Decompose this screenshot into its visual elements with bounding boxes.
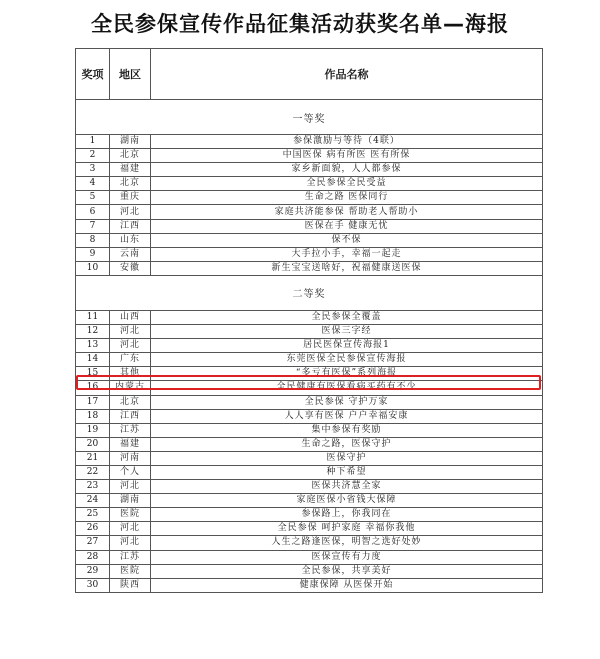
row-number: 15 bbox=[76, 367, 110, 381]
table-row bbox=[76, 536, 543, 550]
row-work-name: 家庭共济能参保 帮助老人帮助小 bbox=[151, 205, 543, 219]
row-number: 8 bbox=[76, 233, 110, 247]
row-region: 河北 bbox=[110, 205, 151, 219]
table-row bbox=[76, 339, 543, 353]
row-region: 北京 bbox=[110, 149, 151, 163]
row-work-name: 居民医保宣传海报1 bbox=[151, 339, 543, 353]
table-row bbox=[76, 508, 543, 522]
table-row bbox=[76, 480, 543, 494]
row-number: 22 bbox=[76, 465, 110, 479]
table-row bbox=[76, 395, 543, 409]
row-number: 13 bbox=[76, 339, 110, 353]
row-number: 16 bbox=[76, 381, 110, 395]
row-number: 18 bbox=[76, 409, 110, 423]
row-number: 19 bbox=[76, 423, 110, 437]
row-work-name: 医保三字经 bbox=[151, 325, 543, 339]
table-row bbox=[76, 381, 543, 395]
row-work-name: 人生之路逢医保，明智之选好处妙 bbox=[151, 536, 543, 550]
row-work-name: 医保宣传有力度 bbox=[151, 550, 543, 564]
table-row bbox=[76, 233, 543, 247]
table-row bbox=[76, 578, 543, 592]
row-number: 3 bbox=[76, 163, 110, 177]
row-number: 17 bbox=[76, 395, 110, 409]
row-region: 河北 bbox=[110, 325, 151, 339]
table-row bbox=[76, 149, 543, 163]
awards-table bbox=[75, 48, 543, 593]
row-number: 28 bbox=[76, 550, 110, 564]
row-work-name: 家庭医保小省钱大保障 bbox=[151, 494, 543, 508]
row-work-name: 生命之路，医保守护 bbox=[151, 437, 543, 451]
table-row bbox=[76, 205, 543, 219]
row-number: 11 bbox=[76, 310, 110, 324]
row-work-name: 全民参保全覆盖 bbox=[151, 310, 543, 324]
row-number: 14 bbox=[76, 353, 110, 367]
table-row bbox=[76, 163, 543, 177]
row-work-name: 参保路上，你我同在 bbox=[151, 508, 543, 522]
row-work-name: 保不保 bbox=[151, 233, 543, 247]
row-number: 27 bbox=[76, 536, 110, 550]
row-number: 10 bbox=[76, 261, 110, 275]
header-award: 奖项 bbox=[76, 49, 110, 100]
table-row bbox=[76, 494, 543, 508]
row-region: 湖南 bbox=[110, 494, 151, 508]
table-row bbox=[76, 135, 543, 149]
section-label: 一等奖 bbox=[76, 100, 543, 135]
table-row bbox=[76, 437, 543, 451]
row-region: 陕西 bbox=[110, 578, 151, 592]
row-region: 医院 bbox=[110, 564, 151, 578]
row-region: 河南 bbox=[110, 451, 151, 465]
row-work-name: 全民参保 守护万家 bbox=[151, 395, 543, 409]
row-number: 12 bbox=[76, 325, 110, 339]
row-work-name: 医保在手 健康无忧 bbox=[151, 219, 543, 233]
row-work-name: 全民参保 呵护家庭 幸福你我他 bbox=[151, 522, 543, 536]
row-region: 安徽 bbox=[110, 261, 151, 275]
table-row bbox=[76, 423, 543, 437]
row-region: 重庆 bbox=[110, 191, 151, 205]
row-work-name: 全民参保全民受益 bbox=[151, 177, 543, 191]
table-row bbox=[76, 522, 543, 536]
table-row bbox=[76, 191, 543, 205]
header-region: 地区 bbox=[110, 49, 151, 100]
table-row bbox=[76, 219, 543, 233]
row-number: 20 bbox=[76, 437, 110, 451]
row-number: 6 bbox=[76, 205, 110, 219]
row-number: 1 bbox=[76, 135, 110, 149]
row-region: 山西 bbox=[110, 310, 151, 324]
section-header bbox=[76, 275, 543, 310]
row-work-name: 中国医保 病有所医 医有所保 bbox=[151, 149, 543, 163]
row-number: 24 bbox=[76, 494, 110, 508]
table-row bbox=[76, 177, 543, 191]
row-work-name: 全民参保，共享美好 bbox=[151, 564, 543, 578]
row-region: 北京 bbox=[110, 177, 151, 191]
table-row bbox=[76, 367, 543, 381]
row-region: 个人 bbox=[110, 465, 151, 479]
row-work-name: 家乡新面貌，人人都参保 bbox=[151, 163, 543, 177]
row-work-name: 医保守护 bbox=[151, 451, 543, 465]
row-region: 河北 bbox=[110, 536, 151, 550]
header-work-name: 作品名称 bbox=[151, 49, 543, 100]
row-region: 湖南 bbox=[110, 135, 151, 149]
row-region: 河北 bbox=[110, 339, 151, 353]
row-region: 其他 bbox=[110, 367, 151, 381]
row-number: 21 bbox=[76, 451, 110, 465]
table-row bbox=[76, 409, 543, 423]
table-row bbox=[76, 325, 543, 339]
table-row bbox=[76, 465, 543, 479]
page-title: 全民参保宣传作品征集活动获奖名单—海报 bbox=[91, 12, 509, 36]
row-number: 23 bbox=[76, 480, 110, 494]
table-row bbox=[76, 261, 543, 275]
row-region: 河北 bbox=[110, 480, 151, 494]
table-row bbox=[76, 451, 543, 465]
row-work-name: 东莞医保全民参保宣传海报 bbox=[151, 353, 543, 367]
row-region: 河北 bbox=[110, 522, 151, 536]
row-work-name: 新生宝宝送啥好，祝福健康送医保 bbox=[151, 261, 543, 275]
section-label: 二等奖 bbox=[76, 275, 543, 310]
row-work-name: “多亏有医保”系列海报 bbox=[151, 367, 543, 381]
row-region: 广东 bbox=[110, 353, 151, 367]
table-row bbox=[76, 550, 543, 564]
row-region: 江苏 bbox=[110, 550, 151, 564]
row-region: 福建 bbox=[110, 163, 151, 177]
table-header-row bbox=[76, 49, 543, 100]
row-work-name: 参保激励与等待（4联） bbox=[151, 135, 543, 149]
row-work-name: 医保共济慧全家 bbox=[151, 480, 543, 494]
row-number: 2 bbox=[76, 149, 110, 163]
row-number: 29 bbox=[76, 564, 110, 578]
row-work-name: 人人享有医保 户户幸福安康 bbox=[151, 409, 543, 423]
row-number: 30 bbox=[76, 578, 110, 592]
row-region: 江西 bbox=[110, 409, 151, 423]
row-region: 内蒙古 bbox=[110, 381, 151, 395]
row-number: 7 bbox=[76, 219, 110, 233]
row-region: 医院 bbox=[110, 508, 151, 522]
row-region: 山东 bbox=[110, 233, 151, 247]
row-work-name: 健康保障 从医保开始 bbox=[151, 578, 543, 592]
row-region: 福建 bbox=[110, 437, 151, 451]
table-row bbox=[76, 247, 543, 261]
row-region: 北京 bbox=[110, 395, 151, 409]
row-work-name: 集中参保有奖励 bbox=[151, 423, 543, 437]
row-region: 江西 bbox=[110, 219, 151, 233]
table-row bbox=[76, 353, 543, 367]
row-work-name: 全民健康有医保看病买药有不少 bbox=[151, 381, 543, 395]
row-number: 26 bbox=[76, 522, 110, 536]
row-work-name: 种下希望 bbox=[151, 465, 543, 479]
table-row bbox=[76, 564, 543, 578]
row-number: 25 bbox=[76, 508, 110, 522]
section-header bbox=[76, 100, 543, 135]
row-number: 5 bbox=[76, 191, 110, 205]
row-work-name: 生命之路 医保同行 bbox=[151, 191, 543, 205]
row-region: 云南 bbox=[110, 247, 151, 261]
row-region: 江苏 bbox=[110, 423, 151, 437]
row-number: 4 bbox=[76, 177, 110, 191]
table-row bbox=[76, 310, 543, 324]
row-number: 9 bbox=[76, 247, 110, 261]
row-work-name: 大手拉小手，幸福一起走 bbox=[151, 247, 543, 261]
